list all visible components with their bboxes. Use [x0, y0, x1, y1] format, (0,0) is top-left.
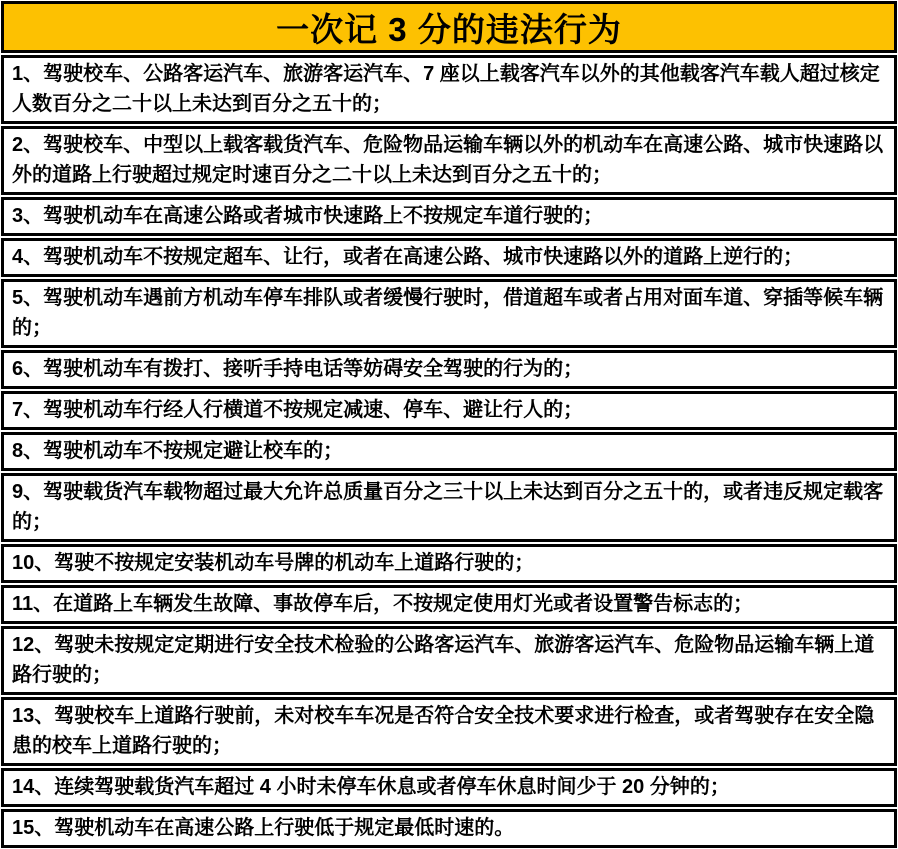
- violation-text: 6、驾驶机动车有拨打、接听手持电话等妨碍安全驾驶的行为的；: [12, 358, 584, 380]
- violation-row-8: [1, 432, 897, 471]
- violation-row-9: [1, 473, 897, 542]
- violation-text: 7、驾驶机动车行经人行横道不按规定减速、停车、避让行人的；: [12, 399, 584, 421]
- violation-text: 12、驾驶未按规定定期进行安全技术检验的公路客运汽车、旅游客运汽车、危险物品运输车辆上道路行驶的；: [12, 634, 875, 686]
- violation-row-4: [1, 238, 897, 277]
- violation-row-15: [1, 809, 897, 848]
- violation-text: 2、驾驶校车、中型以上载客载货汽车、危险物品运输车辆以外的机动车在高速公路、城市快速路以外的道路上行驶超过规定时速百分之二十以上未达到百分之五十的；: [12, 134, 884, 186]
- violation-text: 9、驾驶载货汽车载物超过最大允许总质量百分之三十以上未达到百分之五十的，或者违反规定载客的；: [12, 481, 884, 533]
- violation-text: 10、驾驶不按规定安装机动车号牌的机动车上道路行驶的；: [12, 552, 535, 574]
- violation-row-3: [1, 197, 897, 236]
- violation-row-14: [1, 768, 897, 807]
- violation-text: 3、驾驶机动车在高速公路或者城市快速路上不按规定车道行驶的；: [12, 205, 604, 227]
- violation-row-5: [1, 279, 897, 348]
- violation-text: 11、在道路上车辆发生故障、事故停车后，不按规定使用灯光或者设置警告标志的；: [12, 593, 754, 615]
- page-title: 一次记 3 分的违法行为: [276, 10, 622, 48]
- violation-text: 13、驾驶校车上道路行驶前，未对校车车况是否符合安全技术要求进行检查，或者驾驶存在安全隐患的校车上道路行驶的；: [12, 705, 875, 757]
- violation-text: 1、驾驶校车、公路客运汽车、旅游客运汽车、7 座以上载客汽车以外的其他载客汽车载人超过核定人数百分之二十以上未达到百分之五十的；: [12, 63, 880, 115]
- violations-table: [1, 1, 897, 848]
- violation-text: 8、驾驶机动车不按规定避让校车的；: [12, 440, 344, 462]
- table-header: [1, 1, 897, 53]
- violation-row-7: [1, 391, 897, 430]
- violation-row-6: [1, 350, 897, 389]
- violation-row-10: [1, 544, 897, 583]
- violation-row-1: [1, 55, 897, 124]
- violation-row-2: [1, 126, 897, 195]
- violation-row-11: [1, 585, 897, 624]
- violation-text: 4、驾驶机动车不按规定超车、让行，或者在高速公路、城市快速路以外的道路上逆行的；: [12, 246, 804, 268]
- violation-text: 14、连续驾驶载货汽车超过 4 小时未停车休息或者停车休息时间少于 20 分钟的；: [12, 776, 730, 798]
- violation-text: 5、驾驶机动车遇前方机动车停车排队或者缓慢行驶时，借道超车或者占用对面车道、穿插等候车辆的；: [12, 287, 884, 339]
- violation-text: 15、驾驶机动车在高速公路上行驶低于规定最低时速的。: [12, 817, 515, 839]
- violation-row-13: [1, 697, 897, 766]
- violation-row-12: [1, 626, 897, 695]
